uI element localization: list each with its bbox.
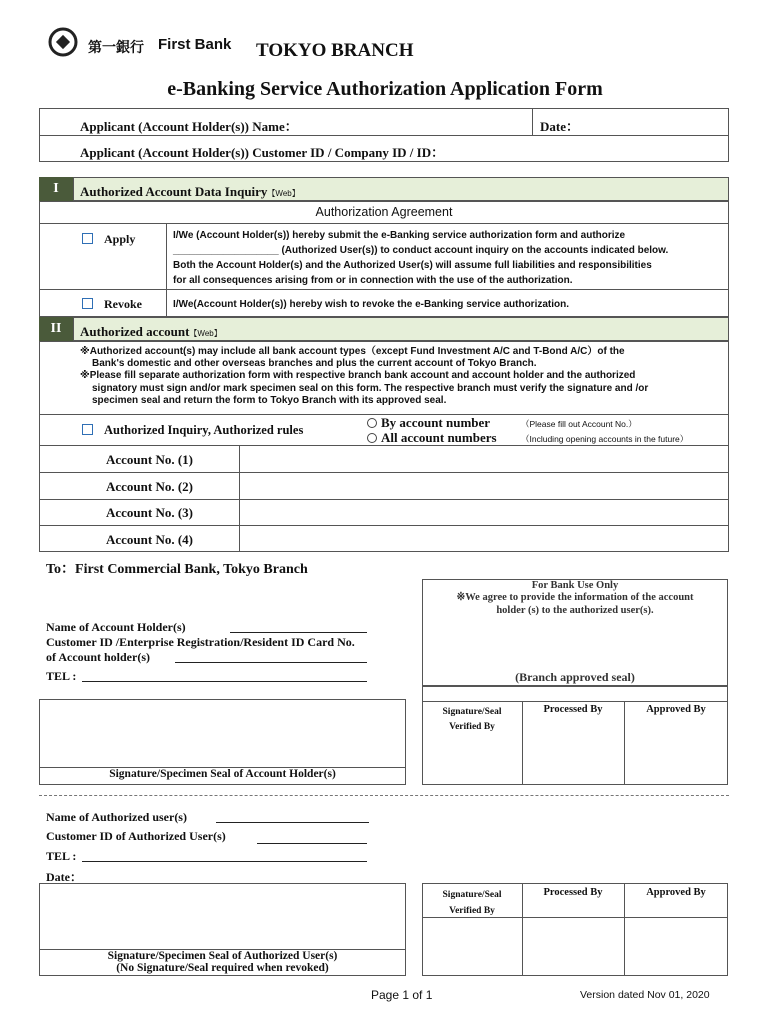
branch-seal-label: (Branch approved seal) [515,670,635,684]
processed-by-header: Processed By [543,887,603,898]
applicant-date-label: Date： [540,119,579,134]
holder-name-label: Name of Account Holder(s) [46,620,186,634]
verified-by-header: Signature/Seal Verified By [442,707,502,732]
account-no-field[interactable] [241,447,727,471]
branch-title: TOKYO BRANCH [256,40,414,61]
opt-by-account-label: By account number [381,415,491,430]
form-title: e-Banking Service Authorization Application Form [167,78,603,100]
agreement-title: Authorization Agreement [315,205,453,219]
to-line: To：First Commercial Bank, Tokyo Branch [46,562,308,577]
bank-name-en: First Bank [158,36,232,53]
applicant-id-label: Applicant (Account Holder(s)) Customer ID / Company ID / ID： [80,145,445,160]
holder-tel-label: TEL : [46,669,77,683]
account-no-field[interactable] [241,501,727,524]
web-tag: 【Web】 [267,189,300,198]
opt-by-account-note: （Please fill out Account No.） [521,419,637,429]
revoke-text: I/We(Account Holder(s)) hereby wish to revoke the e-Banking service authorization. [173,299,570,310]
page-number: Page 1 of 1 [371,988,433,1002]
account-no-label: Account No. (1) [106,452,194,467]
bank-use-agreement: ※We agree to provide the information of the account holder (s) to the authorized user(s). [456,592,694,616]
opt-by-account-radio[interactable] [367,418,377,428]
applicant-name-field[interactable] [320,110,525,133]
approved-by-header: Approved By [646,887,706,898]
verified-by-header: Signature/Seal Verified By [442,890,502,916]
user-signature-caption: Signature/Specimen Seal of Authorized User(s) (No Signature/Seal required when revoked) [107,950,338,974]
applicant-name-label: Applicant (Account Holder(s)) Name： [80,119,298,134]
user-name-label: Name of Authorized user(s) [46,810,187,824]
bank-name-cn: 第一銀行 [88,39,144,55]
section2-number: II [39,317,73,341]
bank-use-title: For Bank Use Only [531,580,619,591]
opt-all-accounts-label: All account numbers [381,430,497,445]
apply-label: Apply [104,232,136,246]
account-no-label: Account No. (2) [106,479,194,494]
section2-title: Authorized account【Web】 [80,324,222,339]
holder-signature-caption: Signature/Specimen Seal of Account Holder(s) [109,768,336,780]
apply-checkbox[interactable] [82,233,93,244]
approved-by-header: Approved By [646,704,706,715]
opt-all-accounts-radio[interactable] [367,433,377,443]
holder-id-label: Customer ID /Enterprise Registration/Resident ID Card No. of Account holder(s) [46,635,355,664]
section1-title: Authorized Account Data Inquiry【Web】 [80,184,300,199]
account-no-field[interactable] [241,527,727,551]
inquiry-label: Authorized Inquiry, Authorized rules [104,423,304,437]
bank-logo [46,27,80,57]
section1-number: I [39,177,73,201]
processed-by-header: Processed By [543,704,603,715]
user-id-label: Customer ID of Authorized User(s) [46,829,226,843]
account-no-label: Account No. (4) [106,532,194,547]
version-date: Version dated Nov 01, 2020 [580,989,710,1001]
revoke-checkbox[interactable] [82,298,93,309]
account-no-field[interactable] [241,474,727,498]
opt-all-accounts-note: （Including opening accounts in the future） [521,434,689,444]
revoke-label: Revoke [104,297,142,311]
account-no-label: Account No. (3) [106,505,194,520]
section2-notes: ※Authorized account(s) may include all bank account types（except Fund Investment A/C and T-Bond A/C）of the Bank's domestic and other overseas branches and plus the current account of Tokyo Branch. ※Please fill separate authorization form with respective branch bank account and account holder and the authorized signatory must sign and/or mark specimen seal on this form. The respective branch must verify the signature and /or specimen seal and return the form to Tokyo Branch with its approved seal. [80,346,649,406]
apply-text: I/We (Account Holder(s)) hereby submit the e-Banking service authorization form and authorize ___________________ (Authorized User(s)) to conduct account inquiry on the accounts indicated below. Both the Account Holder(s) and the Authorized User(s) will assume full liabilities and responsibilities for all consequences arising from or in connection with the use of the authorization. [173,230,669,286]
bank-logo-icon [46,27,80,57]
user-date-label: Date： [46,870,82,884]
separator-line [39,795,729,796]
user-tel-label: TEL : [46,849,77,863]
web-tag: 【Web】 [189,329,222,338]
inquiry-checkbox[interactable] [82,424,93,435]
